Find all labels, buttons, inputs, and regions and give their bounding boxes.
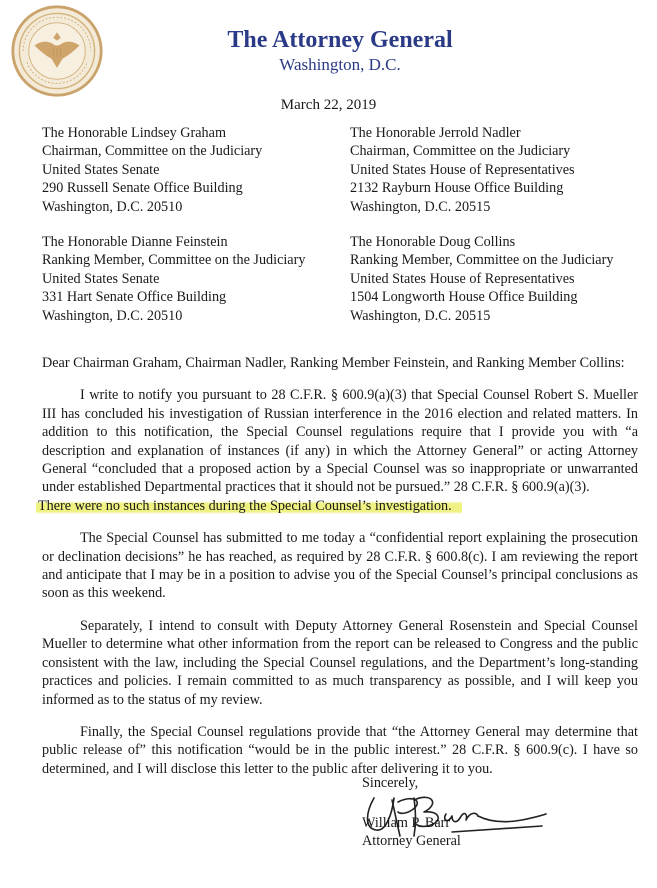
highlighted-sentence: There were no such instances during the Special Counsel’s investigation. [36, 498, 462, 514]
doj-seal-icon [10, 4, 104, 98]
address-line: The Honorable Doug Collins [350, 234, 516, 250]
address-block-collins [350, 233, 613, 325]
salutation: Dear Chairman Graham, Chairman Nadler, Ranking Member Feinstein, and Ranking Member Collins: [42, 355, 625, 371]
letterhead [180, 26, 500, 76]
address-block-nadler [350, 124, 575, 216]
letterhead-title: The Attorney General [227, 27, 453, 53]
address-line: The Honorable Lindsey Graham [42, 125, 226, 141]
address-line: United States House of Representatives [350, 161, 575, 178]
address-block-feinstein [42, 233, 305, 325]
address-line: United States Senate [42, 161, 160, 178]
valediction: Sincerely, [362, 775, 419, 791]
address-line: Washington, D.C. 20515 [350, 307, 491, 324]
paragraph-notification [38, 386, 638, 515]
address-line: 2132 Rayburn House Office Building [350, 180, 564, 197]
paragraph-release: Finally, the Special Counsel regulations provide that “the Attorney General may determine that public release of” this notification “would be in the public interest.” 28 C.F.R. § 600.9(c). I have so determined, and I will disclose this letter to the public after delivering it to you. [42, 723, 638, 777]
letter-body [38, 354, 638, 792]
address-block-graham [42, 124, 262, 216]
address-line: 1504 Longworth House Office Building [350, 289, 578, 306]
address-line: The Honorable Jerrold Nadler [350, 125, 521, 141]
signer-title: Attorney General [362, 833, 461, 849]
address-line: Ranking Member, Committee on the Judiciary [42, 252, 306, 269]
address-line: Chairman, Committee on the Judiciary [350, 143, 571, 160]
letterhead-subtitle: Washington, D.C. [279, 55, 401, 74]
address-line: United States House of Representatives [350, 270, 575, 287]
address-line: Washington, D.C. 20510 [42, 307, 183, 324]
paragraph-text: I write to notify you pursuant to 28 C.F.R. § 600.9(a)(3) that Special Counsel Robert S. Mueller III has concluded his investigation of Russian interference in the 2016 election and related matters. In addition to this notification, the Special Counsel regulations require that I provide you with “a description and explanation of instances (if any) in which the Attorney General” or acting Attorney General “concluded that a proposed action by a Special Counsel was so inappropriate or unwarranted under established Departmental practices that it should not be pursued.” 28 C.F.R. § 600.9(a)(3). [42, 387, 638, 496]
address-line: 290 Russell Senate Office Building [42, 180, 243, 197]
address-line: Washington, D.C. 20510 [42, 198, 183, 215]
letter-date: March 22, 2019 [280, 97, 377, 113]
address-line: Chairman, Committee on the Judiciary [42, 143, 263, 160]
address-line: 331 Hart Senate Office Building [42, 289, 227, 306]
paragraph-report: The Special Counsel has submitted to me today a “confidential report explaining the prosecution or declination decisions” he has reached, as required by 28 C.F.R. § 600.8(c). I am reviewing the report and anticipate that I may be in a position to advise you of the Special Counsel’s principal conclusions as soon as this weekend. [42, 530, 638, 602]
address-line: United States Senate [42, 270, 160, 287]
address-line: The Honorable Dianne Feinstein [42, 234, 228, 250]
signer-name: William P. Barr [362, 815, 451, 831]
paragraph-consultation: Separately, I intend to consult with Deputy Attorney General Rosenstein and Special Counsel Mueller to determine what other information from the report can be released to Congress and the public consistent with the law, including the Special Counsel regulations, and the Department’s long-standing practices and policies. I remain committed to as much transparency as possible, and I will keep you informed as to the status of my review. [42, 617, 638, 708]
address-line: Ranking Member, Committee on the Judiciary [350, 252, 614, 269]
address-line: Washington, D.C. 20515 [350, 198, 491, 215]
